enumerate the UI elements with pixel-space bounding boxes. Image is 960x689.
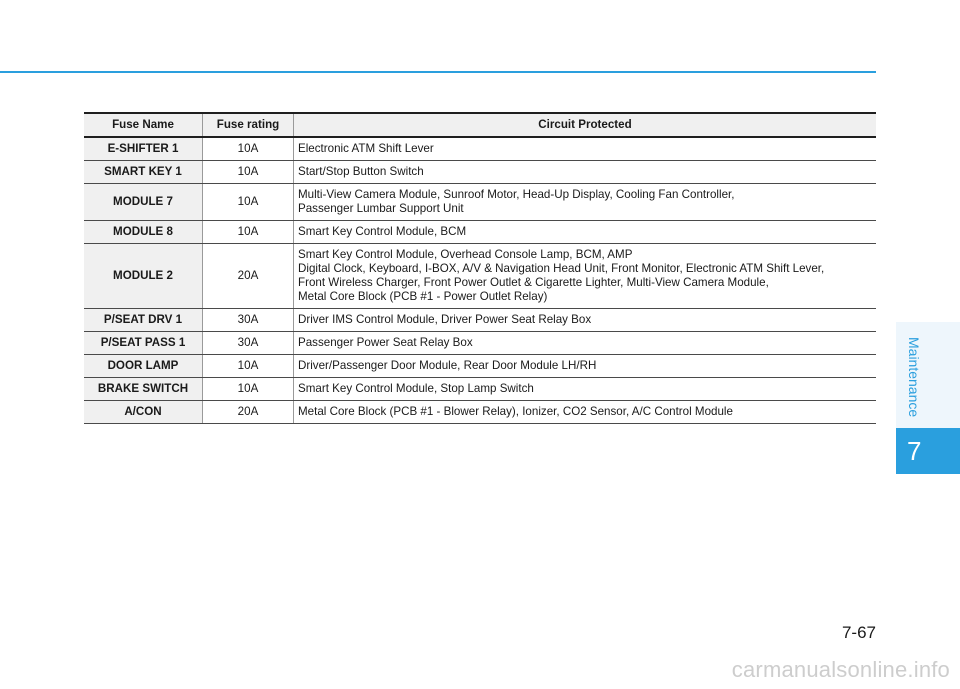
circuit-protected-cell: Passenger Power Seat Relay Box xyxy=(294,332,877,355)
table-row xyxy=(84,309,876,332)
circuit-protected-cell: Driver IMS Control Module, Driver Power Seat Relay Box xyxy=(294,309,877,332)
fuse-table xyxy=(84,112,876,424)
table-row xyxy=(84,184,876,221)
circuit-protected-cell: Smart Key Control Module, Overhead Console Lamp, BCM, AMP Digital Clock, Keyboard, I-BOX, A/V & Navigation Head Unit, Front Monitor, Electronic ATM Shift Lever, Front Wireless Charger, Front Power Outlet & Cigarette Lighter, Multi-View Camera Module, Metal Core Block (PCB #1 - Power Outlet Relay) xyxy=(294,244,877,309)
circuit-protected-cell: Start/Stop Button Switch xyxy=(294,161,877,184)
fuse-rating-cell: 30A xyxy=(203,309,294,332)
table-row xyxy=(84,332,876,355)
table-row xyxy=(84,401,876,424)
fuse-rating-cell: 30A xyxy=(203,332,294,355)
header-fuse-name: Fuse Name xyxy=(84,113,203,137)
table-row xyxy=(84,137,876,161)
fuse-name-cell: DOOR LAMP xyxy=(84,355,203,378)
fuse-rating-cell: 10A xyxy=(203,184,294,221)
top-divider-line xyxy=(0,71,876,73)
section-label: Maintenance xyxy=(906,336,922,418)
fuse-name-cell: MODULE 8 xyxy=(84,221,203,244)
fuse-name-cell: SMART KEY 1 xyxy=(84,161,203,184)
fuse-rating-cell: 10A xyxy=(203,378,294,401)
table-header-row xyxy=(84,113,876,137)
circuit-protected-cell: Smart Key Control Module, Stop Lamp Switch xyxy=(294,378,877,401)
circuit-protected-cell: Metal Core Block (PCB #1 - Blower Relay), Ionizer, CO2 Sensor, A/C Control Module xyxy=(294,401,877,424)
fuse-name-cell: E-SHIFTER 1 xyxy=(84,137,203,161)
fuse-name-cell: P/SEAT PASS 1 xyxy=(84,332,203,355)
table-row xyxy=(84,355,876,378)
circuit-protected-cell: Multi-View Camera Module, Sunroof Motor, Head-Up Display, Cooling Fan Controller, Passenger Lumbar Support Unit xyxy=(294,184,877,221)
circuit-protected-cell: Driver/Passenger Door Module, Rear Door Module LH/RH xyxy=(294,355,877,378)
table-row xyxy=(84,161,876,184)
page-number: 7-67 xyxy=(841,623,876,642)
chapter-number-badge: 7 xyxy=(896,428,960,474)
watermark: carmanualsonline.info xyxy=(731,657,950,682)
circuit-protected-cell: Electronic ATM Shift Lever xyxy=(294,137,877,161)
table-row xyxy=(84,244,876,309)
fuse-rating-cell: 10A xyxy=(203,221,294,244)
table-row xyxy=(84,378,876,401)
fuse-rating-cell: 10A xyxy=(203,161,294,184)
circuit-protected-cell: Smart Key Control Module, BCM xyxy=(294,221,877,244)
fuse-name-cell: P/SEAT DRV 1 xyxy=(84,309,203,332)
fuse-rating-cell: 20A xyxy=(203,244,294,309)
fuse-name-cell: BRAKE SWITCH xyxy=(84,378,203,401)
fuse-name-cell: MODULE 2 xyxy=(84,244,203,309)
fuse-name-cell: A/CON xyxy=(84,401,203,424)
header-circuit-protected: Circuit Protected xyxy=(294,113,877,137)
fuse-rating-cell: 10A xyxy=(203,355,294,378)
fuse-rating-cell: 10A xyxy=(203,137,294,161)
table-row xyxy=(84,221,876,244)
fuse-rating-cell: 20A xyxy=(203,401,294,424)
header-fuse-rating: Fuse rating xyxy=(203,113,294,137)
fuse-name-cell: MODULE 7 xyxy=(84,184,203,221)
